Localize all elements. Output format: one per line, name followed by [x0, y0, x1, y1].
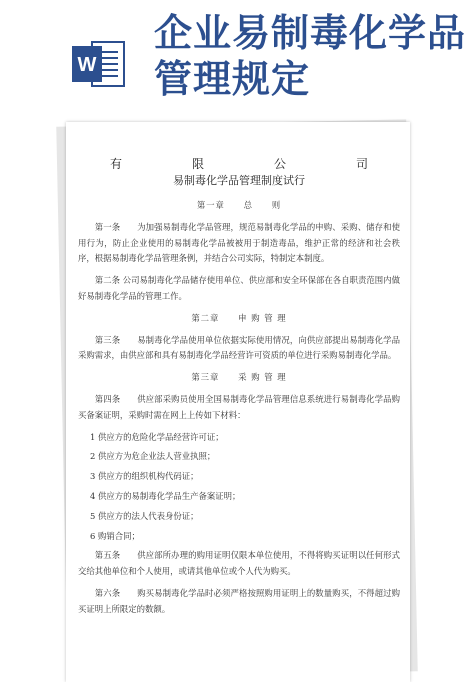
- list-item: 6 购销合同；: [90, 530, 140, 541]
- chapter-3-heading: 第三章 采 购 管 理: [191, 372, 287, 383]
- company-char: 限: [191, 157, 204, 171]
- list-item: 2 供应方为危企业法人营业执照；: [90, 451, 216, 462]
- list-item: 4 供应方的易制毒化学品生产备案证明；: [90, 490, 241, 501]
- article-1: 第一条 为加强易制毒化学品管理，规范易制毒化学品的申购、采购、储存和使用行为，防止企业使用的易制毒化学品被被用于制造毒品，维护正常的经济和社会秩序，根据易制毒化学品管理条例，并结合公司实际，特制定本制度。: [78, 221, 400, 264]
- article-3: 第三条 易制毒化学品使用单位依据实际使用情况，向供应部提出易制毒化学品采购需求，由供应部和具有易制毒化学品经营许可资质的单位进行采购易制毒化学品。: [78, 334, 400, 361]
- list-item: 1 供应方的危险化学品经营许可证；: [90, 431, 224, 442]
- article-5: 第五条 供应部所办理的购用证明仅限本单位使用，不得将购买证明以任何形式交给其他单位和个人使用，或请其他单位或个人代为购买。: [78, 550, 400, 577]
- article-4: 第四条 供应部采购员使用全国易制毒化学品管理信息系统进行易制毒化学品购买备案证明，采购时需在网上上传如下材料：: [78, 393, 400, 420]
- list-item: 3 供应方的组织机构代码证；: [90, 471, 199, 482]
- document-body: [78, 156, 400, 624]
- company-char: 有: [110, 157, 123, 171]
- document-title: 易制毒化学品管理制度试行: [173, 174, 305, 187]
- company-char: 公: [273, 157, 286, 171]
- word-icon: [70, 38, 126, 90]
- company-char: 司: [355, 157, 368, 171]
- svg-text:W: W: [77, 54, 97, 76]
- article-6: 第六条 购买易制毒化学品时必须严格按照购用证明上的数量购买，不得超过购买证明上所限定的数额。: [78, 587, 400, 614]
- page-title: 企业易制毒化学品管理规定: [154, 11, 467, 101]
- chapter-2-heading: 第二章 申 购 管 理: [191, 312, 287, 323]
- company-line: [78, 156, 400, 172]
- chapter-1-heading: 第一章 总 则: [196, 200, 282, 210]
- header: [0, 0, 474, 110]
- document-page: [66, 122, 410, 682]
- article-2: 第二条 公司易制毒化学品储存使用单位、供应部和安全环保部在各自职责范围内做好易制毒化学品的管理工作。: [78, 275, 400, 301]
- list-item: 5 供应方的法人代表身份证；: [90, 510, 199, 521]
